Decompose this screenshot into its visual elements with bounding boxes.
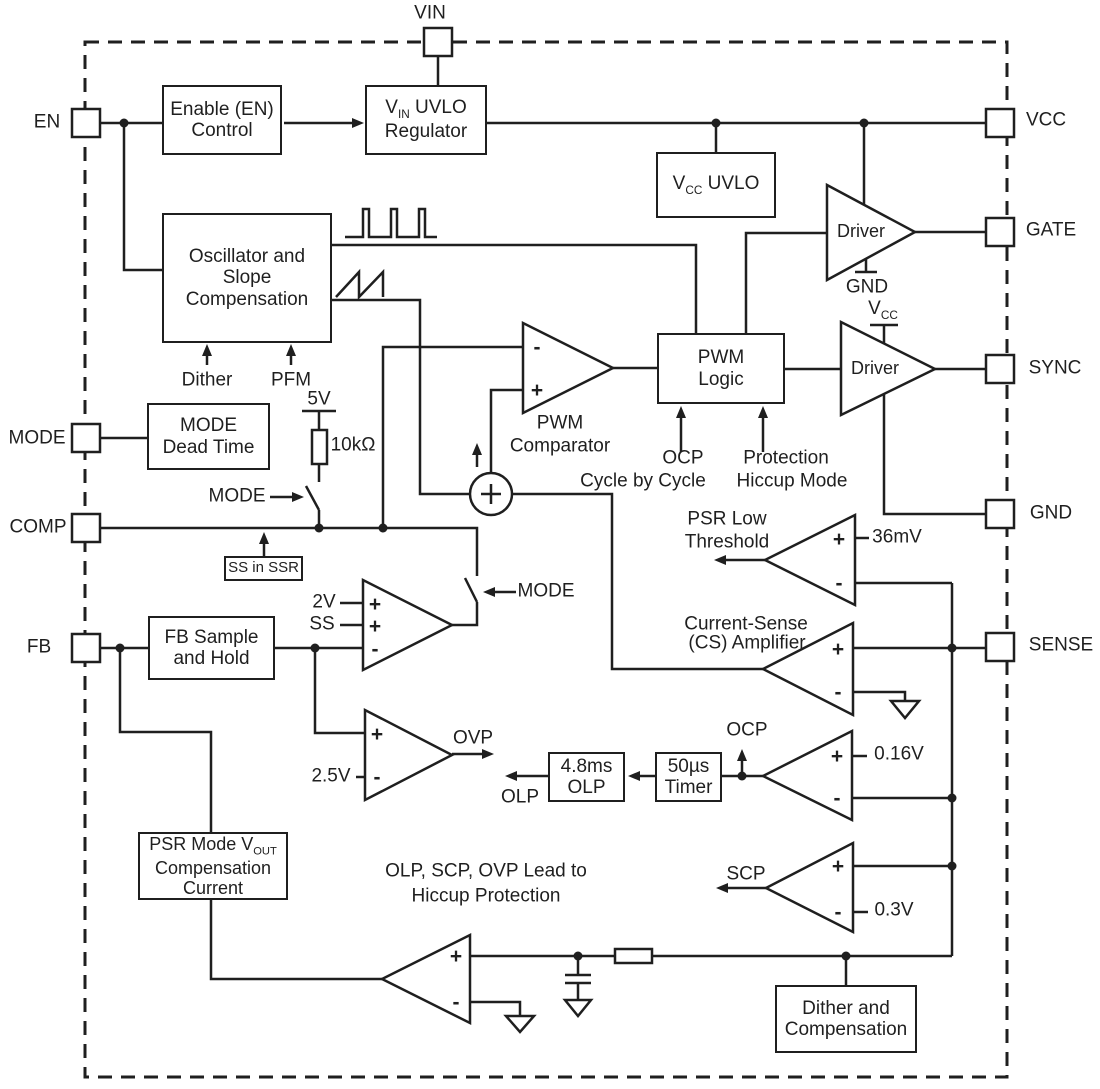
block-text: MODE — [180, 415, 237, 437]
pin-vin — [424, 28, 452, 56]
junction-dot — [948, 862, 957, 871]
pin-gnd — [986, 500, 1014, 528]
ocp-plus: + — [830, 745, 844, 768]
label-scp: SCP — [726, 863, 766, 885]
label-olp: OLP — [500, 786, 540, 808]
label-cs-amp-2: (CS) Amplifier — [688, 632, 806, 654]
label-driver-gate: Driver — [837, 221, 885, 242]
junction-dot — [948, 644, 957, 653]
wire-erroramp-switch — [452, 578, 477, 625]
label-ocp-cycle-1: OCP — [662, 447, 704, 469]
pin-mode — [72, 424, 100, 452]
arrowhead-ssinssr — [259, 532, 269, 544]
text-part: V — [868, 298, 881, 320]
block-vcc-uvlo — [656, 152, 776, 218]
junction-dot — [120, 119, 129, 128]
pin-comp — [72, 514, 100, 542]
pin-vcc — [986, 109, 1014, 137]
label-hiccup-note-1: OLP, SCP, OVP Lead to — [385, 860, 587, 882]
arrowhead-protection — [758, 406, 768, 418]
arrowhead-olp — [505, 771, 517, 781]
block-text: Oscillator and — [188, 245, 306, 267]
block-pwm-logic — [657, 333, 785, 404]
pin-fb — [72, 634, 100, 662]
block-text: Enable (EN) — [170, 98, 274, 120]
block-text — [149, 834, 277, 858]
label-2v5: 2.5V — [311, 765, 351, 787]
arrowhead-ramp — [472, 443, 482, 455]
pwm-comp-plus: + — [530, 379, 544, 402]
junction-dot — [379, 524, 388, 533]
label-protection-1: Protection — [743, 447, 829, 469]
text-part: UVLO — [702, 172, 760, 194]
text-sub: OUT — [253, 845, 277, 858]
arrowhead-ovp — [482, 749, 494, 759]
wire-clock-to-pwmlogic — [332, 245, 696, 333]
cs-plus: + — [831, 638, 845, 661]
wire-10k-switch — [306, 411, 319, 528]
label-psr-low-2: Threshold — [684, 531, 770, 553]
label-driver-sync: Driver — [851, 358, 899, 379]
wire-pwmlogic-to-gate-driver — [746, 233, 827, 333]
junction-dot — [116, 644, 125, 653]
label-pwm-comparator-2: Comparator — [509, 435, 611, 457]
label-gnd-driver: GND — [845, 276, 889, 298]
block-olp-filter — [548, 752, 625, 802]
block-text: FB Sample — [164, 626, 259, 648]
label-ss: SS — [309, 613, 335, 635]
label-mode-switch2: MODE — [517, 580, 575, 602]
block-text: Control — [191, 120, 253, 141]
pin-sync — [986, 355, 1014, 383]
junction-dot — [712, 119, 721, 128]
label-2v: 2V — [312, 591, 336, 613]
wire-fb-to-ovp — [315, 648, 365, 733]
junction-dot — [860, 119, 869, 128]
psr-minus: - — [835, 572, 843, 595]
block-text: Logic — [698, 368, 744, 390]
pin-label-sync: SYNC — [1028, 357, 1082, 379]
block-text: PWM — [697, 347, 745, 369]
text-part: UVLO — [409, 97, 467, 119]
block-dither-compensation — [775, 985, 917, 1053]
text-part: PSR Mode V — [149, 833, 254, 854]
junction-dot — [315, 524, 324, 533]
block-text: Regulator — [384, 121, 468, 143]
outcomp-minus: - — [452, 991, 460, 1014]
block-text: Current — [182, 878, 244, 899]
cs-minus: - — [834, 681, 842, 704]
label-vcc-driver — [868, 299, 898, 323]
label-5v: 5V — [307, 388, 331, 410]
text-sub: CC — [685, 183, 703, 197]
pin-label-sense: SENSE — [1028, 634, 1094, 656]
sawtooth-waveform — [336, 272, 383, 297]
block-oscillator — [162, 213, 332, 343]
block-fb-sample-hold — [148, 616, 275, 680]
label-pwm-comparator-1: PWM — [536, 412, 584, 434]
label-protection-2: Hiccup Mode — [736, 470, 848, 492]
arrowhead-psr — [714, 555, 726, 565]
arrowhead-pfm — [286, 344, 296, 356]
label-36mv: 36mV — [872, 526, 922, 548]
scp-plus: + — [831, 855, 845, 878]
block-psr-compensation — [138, 832, 288, 900]
ground-icon-cap — [565, 1000, 591, 1016]
label-hiccup-note-2: Hiccup Protection — [411, 885, 561, 907]
resistor-10k — [312, 430, 327, 464]
ocp-minus: - — [833, 787, 841, 810]
wire-slope-to-summer — [332, 300, 470, 494]
pin-label-mode: MODE — [8, 427, 66, 449]
block-mode-dead-time — [147, 403, 270, 470]
block-text: Slope — [222, 267, 272, 289]
scp-minus: - — [834, 901, 842, 924]
pin-label-gnd: GND — [1029, 502, 1073, 524]
block-50us-timer — [655, 752, 722, 802]
pin-label-comp: COMP — [9, 516, 67, 538]
ovp-minus: - — [373, 766, 381, 789]
text-part: V — [672, 172, 686, 194]
block-text: Dither and — [802, 997, 890, 1019]
ovp-plus: + — [370, 723, 384, 746]
erroramp-plus-2: + — [368, 615, 382, 638]
wire-en-to-oscillator — [124, 123, 162, 270]
erroramp-minus: - — [371, 638, 379, 661]
wire-psr-to-outcomp — [211, 900, 382, 979]
block-text: Dead Time — [162, 436, 255, 458]
arrowhead-vinuvlo — [352, 118, 364, 128]
wire-outcomp-minus — [470, 1002, 520, 1016]
pin-label-vin: VIN — [414, 2, 446, 24]
block-text: Timer — [664, 777, 713, 798]
wire-csamp-gnd — [853, 692, 905, 701]
block-text: Compensation — [185, 288, 309, 310]
block-text: OLP — [567, 777, 606, 798]
block-text: Compensation — [154, 857, 272, 878]
junction-dot — [738, 772, 747, 781]
label-03v: 0.3V — [874, 899, 914, 921]
block-text — [673, 173, 760, 197]
block-text — [385, 97, 467, 121]
block-text: 50µs — [667, 755, 710, 777]
arrowhead-mode-sw2 — [483, 587, 495, 597]
pin-label-vcc: VCC — [1025, 109, 1067, 131]
label-pfm: PFM — [270, 369, 312, 391]
label-10k: 10kΩ — [330, 434, 376, 456]
wire-sync-driver-gnd — [884, 394, 986, 514]
pin-label-gate: GATE — [1025, 219, 1077, 241]
pin-gate — [986, 218, 1014, 246]
erroramp-plus-1: + — [368, 593, 382, 616]
wire-summer-to-pwm-plus — [491, 390, 523, 473]
clock-waveform — [345, 209, 437, 237]
label-ovp: OVP — [452, 727, 494, 749]
block-text: 4.8ms — [560, 755, 613, 777]
pin-label-en: EN — [33, 111, 61, 133]
psr-plus: + — [832, 528, 846, 551]
junction-dot — [842, 952, 851, 961]
junction-dot — [948, 794, 957, 803]
arrowhead-mode-sw1 — [292, 492, 304, 502]
pwm-comp-minus: - — [533, 336, 541, 359]
block-text: SS in SSR — [228, 559, 299, 577]
block-vin-uvlo-regulator — [365, 85, 487, 155]
arrowhead-dither — [202, 344, 212, 356]
resistor-filter — [615, 949, 652, 963]
label-dither: Dither — [181, 369, 233, 391]
ground-icon-csamp — [891, 701, 919, 718]
arrowhead-ocp — [737, 749, 747, 761]
label-016v: 0.16V — [874, 743, 924, 765]
arrowhead-ocp-cycle — [676, 406, 686, 418]
block-ss-in-ssr — [224, 556, 303, 581]
pin-sense — [986, 633, 1014, 661]
label-ocp-cycle-2: Cycle by Cycle — [580, 470, 706, 492]
junction-dot — [574, 952, 583, 961]
junction-dot — [311, 644, 320, 653]
block-text: and Hold — [173, 648, 250, 669]
block-text: Compensation — [784, 1019, 908, 1040]
pin-en — [72, 109, 100, 137]
arrowhead-timer — [628, 771, 640, 781]
label-psr-low-1: PSR Low — [687, 508, 767, 530]
block-enable-control — [162, 85, 282, 155]
pin-label-fb: FB — [26, 636, 52, 658]
text-sub: IN — [397, 108, 410, 121]
capacitor — [565, 956, 591, 1000]
outcomp-plus: + — [449, 945, 463, 968]
label-cs-amp-1: Current-Sense — [684, 613, 808, 635]
text-part: V — [385, 97, 398, 119]
ground-icon-outcomp — [506, 1016, 534, 1032]
text-sub: CC — [880, 308, 898, 322]
label-ocp-timer: OCP — [726, 719, 768, 741]
label-mode-switch1: MODE — [208, 485, 266, 507]
